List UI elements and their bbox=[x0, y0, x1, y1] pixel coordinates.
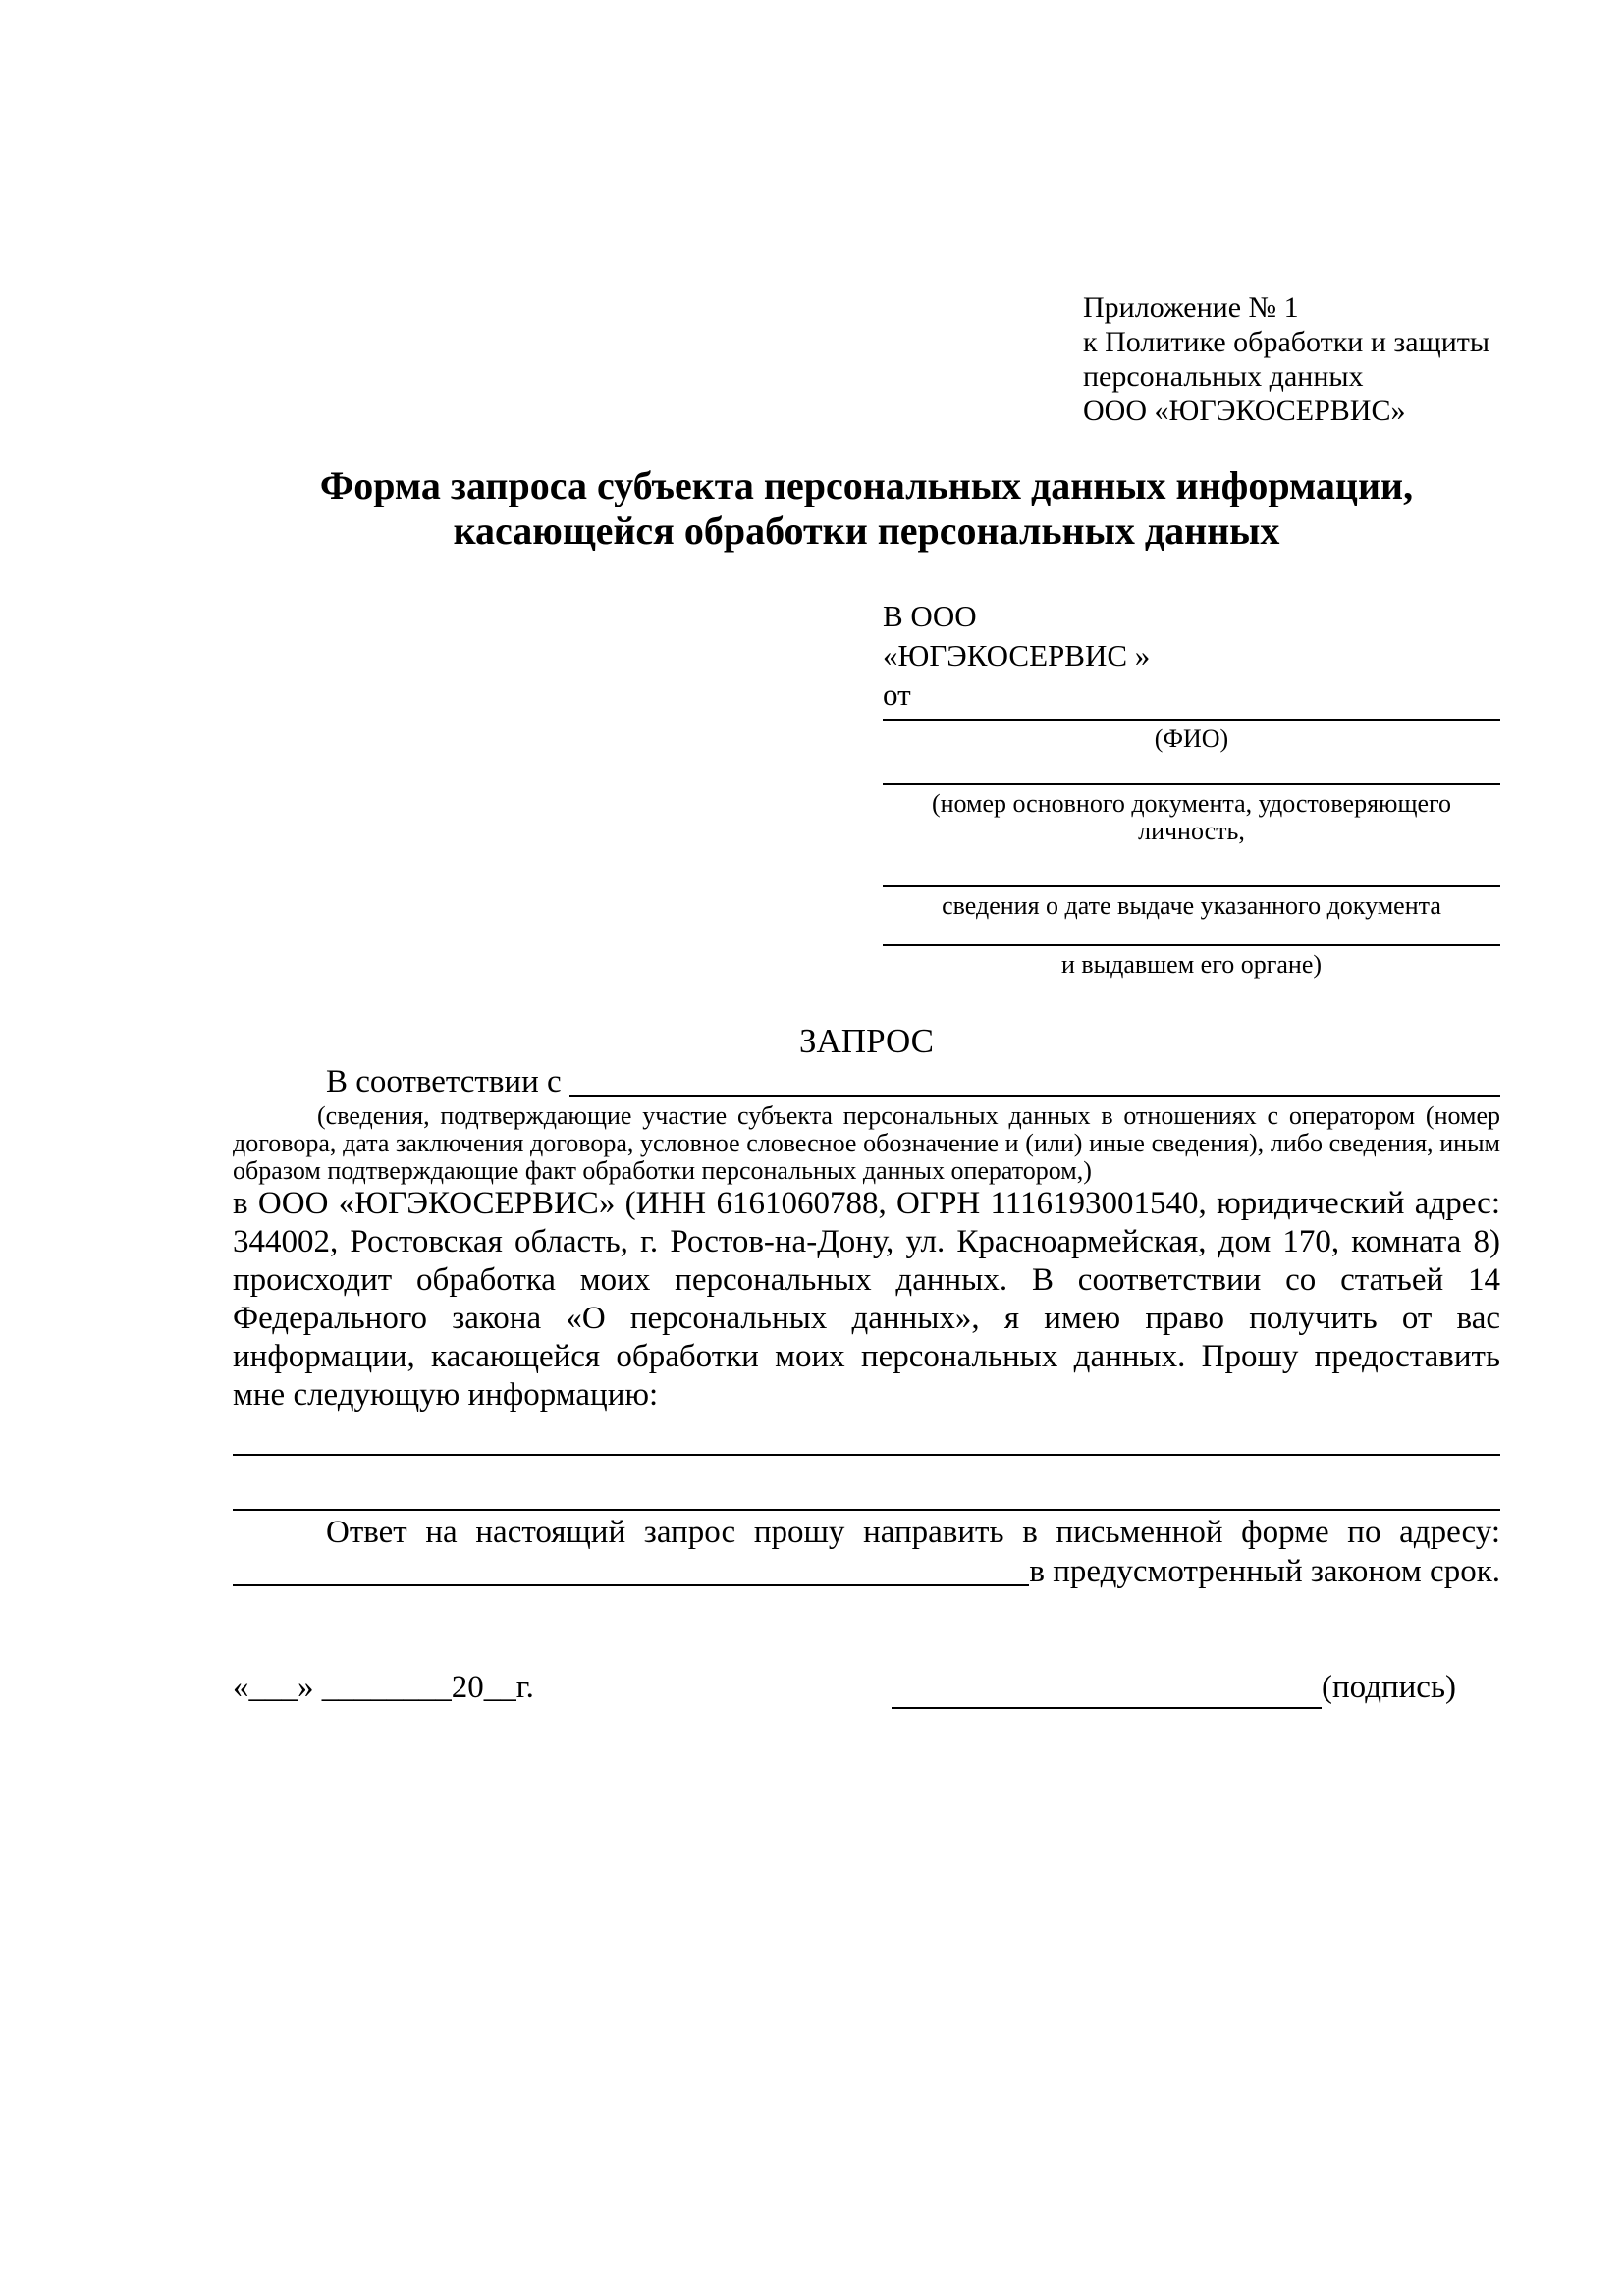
reply-tail-text: в предусмотренный законом срок. bbox=[1029, 1554, 1500, 1589]
addressee-block bbox=[883, 597, 1500, 979]
document-number-caption: (номер основного документа, удостоверяющего личность, bbox=[931, 789, 1452, 845]
fine-print-note: (сведения, подтверждающие участие субъекта персональных данных в отношениях с оператором (номер договора, дата заключения договора, условное словесное обозначение и (или) иные сведения), либо сведения, иным образом подтверждающие факт обработки персональных данных оператором,) bbox=[233, 1101, 1500, 1185]
reply-address-blank-line[interactable] bbox=[233, 1552, 1029, 1586]
signature-group bbox=[892, 1666, 1456, 1709]
issue-date-caption: сведения о дате выдаче указанного документа bbox=[942, 891, 1441, 920]
annex-line: ООО «ЮГЭКОСЕРВИС» bbox=[1083, 395, 1406, 427]
document-title-line1: Форма запроса субъекта персональных данных информации, bbox=[319, 463, 1414, 507]
addressee-from-label: от bbox=[883, 677, 911, 712]
annex-block bbox=[1083, 291, 1500, 428]
reply-address-row bbox=[233, 1552, 1500, 1591]
fio-blank-line[interactable] bbox=[883, 715, 1500, 721]
addressee-to-line1: В ООО bbox=[883, 599, 977, 633]
signature-caption: (подпись) bbox=[1322, 1670, 1456, 1705]
fio-caption: (ФИО) bbox=[1154, 724, 1229, 753]
accordance-label: В соответствии с bbox=[326, 1064, 562, 1099]
document-number-blank-line[interactable] bbox=[883, 779, 1500, 785]
document-title-line2: касающейся обработки персональных данных bbox=[453, 508, 1280, 553]
issuing-authority-caption: и выдавшем его органе) bbox=[1060, 950, 1323, 979]
information-blank-line-1[interactable] bbox=[233, 1415, 1500, 1456]
information-blank-line-2[interactable] bbox=[233, 1456, 1500, 1511]
accordance-blank-line[interactable] bbox=[569, 1061, 1500, 1097]
date-signature-row bbox=[233, 1666, 1500, 1709]
signature-blank-line[interactable] bbox=[892, 1670, 1322, 1709]
reply-sentence: Ответ на настоящий запрос прошу направить в письменной форме по адресу: bbox=[326, 1515, 1500, 1550]
annex-line: персональных данных bbox=[1083, 360, 1364, 393]
annex-line: к Политике обработки и защиты bbox=[1083, 326, 1490, 358]
issue-date-blank-line[interactable] bbox=[883, 881, 1500, 887]
annex-line: Приложение № 1 bbox=[1083, 292, 1299, 324]
accordance-row bbox=[233, 1061, 1500, 1102]
document-title bbox=[233, 463, 1500, 554]
request-heading: ЗАПРОС bbox=[798, 1022, 935, 1060]
addressee-to-line2: «ЮГЭКОСЕРВИС » bbox=[883, 638, 1151, 672]
issuing-authority-blank-line[interactable] bbox=[883, 940, 1500, 946]
date-fill-in[interactable]: «___» ________20__г. bbox=[233, 1670, 534, 1705]
body-paragraph: в ООО «ЮГЭКОСЕРВИС» (ИНН 6161060788, ОГРН 1116193001540, юридический адрес: 344002, Ростовская область, г. Ростов-на-Дону, ул. Красноармейская, дом 170, комната 8) происходит обработка моих персональных данных. В соответствии со статьей 14 Федерального закона «О персональных данных», я имею право получить от вас информации, касающейся обработки моих персональных данных. Прошу предоставить мне следующую информацию: bbox=[233, 1186, 1500, 1413]
